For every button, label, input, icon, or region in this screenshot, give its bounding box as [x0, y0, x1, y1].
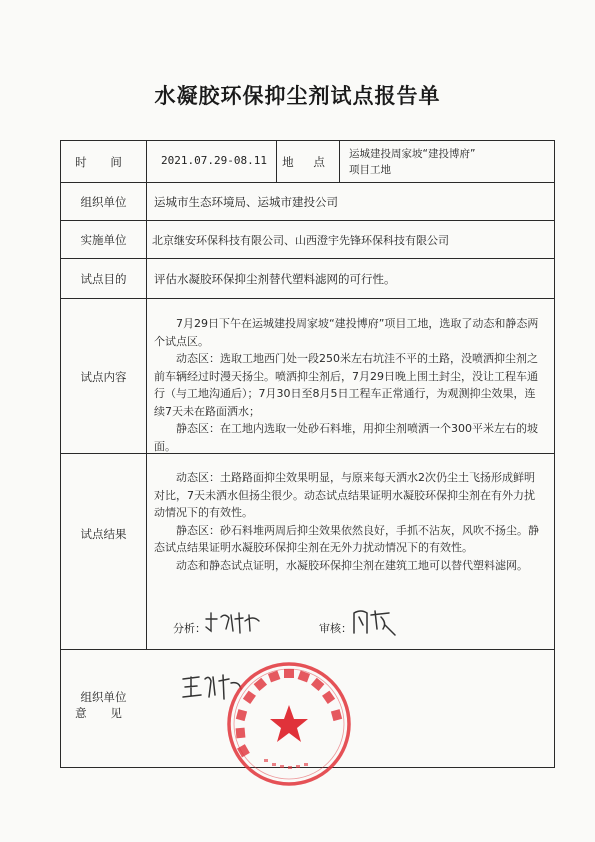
- impl-unit-value: 北京继安环保科技有限公司、山西澄宇先锋环保科技有限公司: [152, 234, 449, 247]
- row-divider: [61, 182, 554, 183]
- review-label: 审核：: [319, 622, 352, 635]
- content-label: 试点内容: [80, 370, 127, 384]
- place-value: [349, 146, 475, 178]
- result-paragraph: 动态区：土路路面抑尘效果明显，与原来每天洒水2次仍尘土飞扬形成鲜明对比，7天未洒水但扬尘很少。动态试点结果证明水凝胶环保抑尘剂在有外力扰动情况下的有效性。: [154, 471, 535, 519]
- company-seal: [224, 659, 354, 789]
- purpose-value: 评估水凝胶环保抑尘剂替代塑料滤网的可行性。: [154, 272, 396, 286]
- content-paragraph: 静态区：在工地内选取一处砂石料堆，用抑尘剂喷洒一个300平米左右的坡面。: [154, 422, 538, 453]
- result-paragraph: 静态区：砂石料堆两周后抑尘效果依然良好，手抓不沾灰，风吹不扬尘。静态试点结果证明水凝胶环保抑尘剂在无外力扰动情况下的有效性。: [154, 523, 539, 554]
- content-paragraph: 动态区：选取工地西门处一段250米左右坑洼不平的土路，没喷洒抑尘剂之前车辆经过时漫天扬尘。喷洒抑尘剂后，7月29日晚上围土封尘，没让工程车通行（与工地沟通后）；7月30日至8月5日工程车正常通行，为观测抑尘效果，连续7天未在路面洒水；: [154, 352, 538, 418]
- content-paragraph: 7月29日下午在运城建投周家坡“建投博府”项目工地，选取了动态和静态两个试点区。: [154, 317, 539, 348]
- analysis-label: 分析：: [173, 622, 206, 635]
- result-text: [154, 469, 544, 574]
- opinion-label-line: 组织单位: [80, 690, 127, 704]
- org-unit-label: 组织单位: [80, 195, 127, 209]
- time-value: 2021.07.29-08.11: [161, 154, 267, 167]
- place-value-line: 运城建投周家坡“建投博府”: [349, 148, 476, 160]
- reviewer-signature: [349, 607, 399, 639]
- place-value-line: 项目工地: [349, 164, 391, 176]
- org-unit-value: 运城市生态环境局、运城市建投公司: [154, 195, 338, 209]
- impl-unit-label: 实施单位: [80, 233, 127, 247]
- report-table: [60, 140, 555, 768]
- row-divider: [61, 649, 554, 650]
- column-divider: [146, 141, 147, 649]
- row-divider: [61, 258, 554, 259]
- result-label: 试点结果: [80, 527, 127, 541]
- page-title: 水凝胶环保抑尘剂试点报告单: [154, 84, 441, 108]
- place-label: 地 点: [282, 155, 333, 169]
- time-label: 时 间: [75, 155, 132, 169]
- column-divider: [339, 141, 340, 182]
- analyst-signature: [203, 609, 265, 637]
- opinion-label-line: 意 见: [75, 706, 132, 720]
- result-paragraph: 动态和静态试点证明，水凝胶环保抑尘剂在建筑工地可以替代塑料滤网。: [176, 558, 528, 572]
- content-text: [154, 315, 544, 455]
- purpose-label: 试点目的: [80, 272, 127, 286]
- opinion-label: [61, 689, 146, 721]
- row-divider: [61, 298, 554, 299]
- row-divider: [61, 220, 554, 221]
